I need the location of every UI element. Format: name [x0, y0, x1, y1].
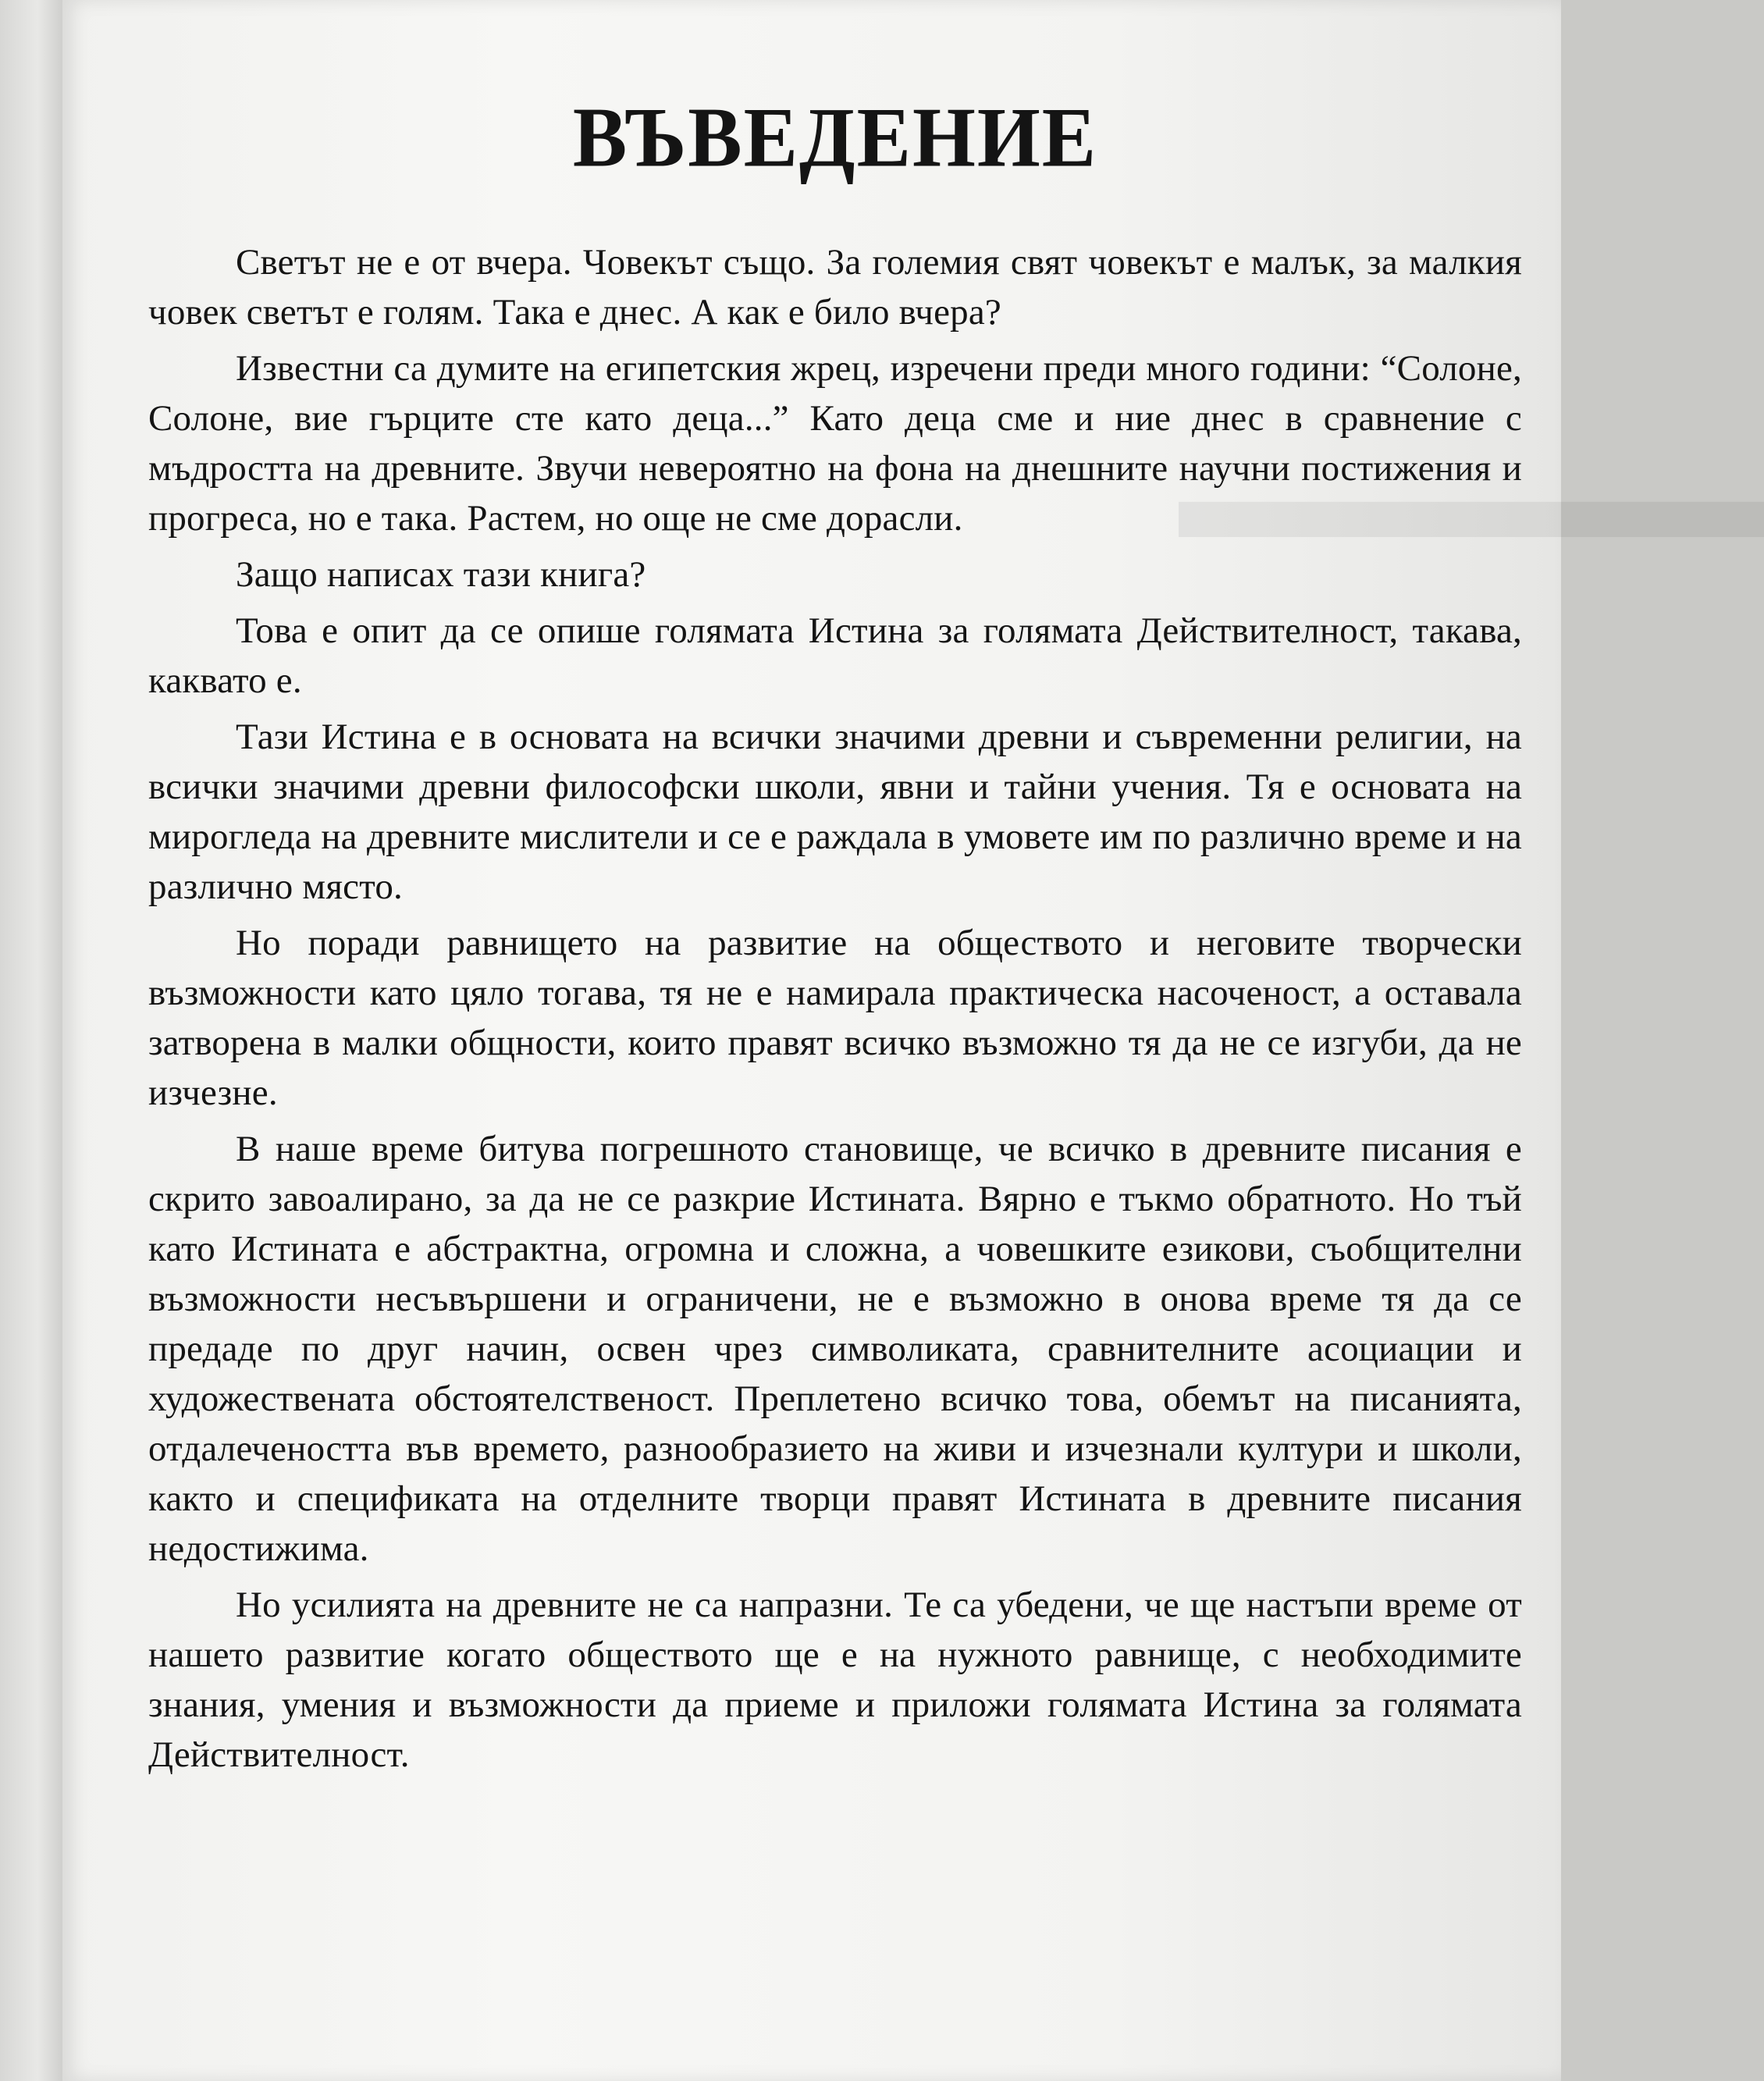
paragraph-6: Но поради равнището на развитие на обществото и неговите творчески възможности като цяло тогава, тя не е намирала практическа насоченост, а оставала затворена в малки общности, които правят всичко възможно тя да не се изгуби, да не изчезне. — [148, 923, 1522, 1114]
paragraph-8: Но усилията на древните не са напразни. Те са убедени, че ще настъпи време от нашето развитие когато обществото ще е на нужното равнище, с необходимите знания, умения и възможности да приеме и приложи голямата Истина за голямата Действителност. — [148, 1585, 1522, 1776]
paragraph-2: Известни са думите на египетския жрец, изречени преди много години: “Солоне, Солоне, вие гърците сте като деца...” Като деца сме и ние днес в сравнение с мъдростта на древните. Звучи невероятно на фона на днешните научни постижения и прогреса, но е така. Растем, но още не сме дорасли. — [148, 348, 1522, 539]
page-content — [148, 91, 1522, 1786]
bleed-through-decoration: ▬▬▬▬▬ — [1179, 433, 1764, 563]
page-title: ВЪВЕДЕНИЕ — [572, 91, 1098, 185]
paragraph-5: Тази Истина е в основата на всички значими древни и съвременни религии, на всички значими древни философски школи, явни и тайни учения. Тя е основата на мирогледа на древните мислители и се е раждала в умовете им по различно време и на различно място. — [148, 717, 1522, 908]
paragraph-4: Това е опит да се опише голямата Истина за голямата Действителност, такава, каквато е. — [148, 610, 1522, 702]
page-left-edge — [0, 0, 62, 2081]
paragraph-1: Светът не е от вчера. Човекът също. За големия свят човекът е малък, за малкия човек светът е голям. Така е днес. А как е било вчера? — [148, 242, 1522, 333]
paragraph-7: В наше време битува погрешното становище, че всичко в древните писания е скрито завоалирано, за да не се разкрие Истината. Вярно е тъкмо обратното. Но тъй като Истината е абстрактна, огромна и сложна, а човешките езикови, съобщителни възможности несъвършени и ограничени, не е възможно в онова време тя да се предаде по друг начин, освен чрез символиката, сравнителните асоциации и художествената обстоятелственост. Преплетено всичко това, обемът на писанията, отдалечеността във времето, разнообразието на живи и изчезнали култури и школи, както и спецификата на отделните творци правят Истината в древните писания недостижима. — [148, 1129, 1522, 1570]
paragraph-3: Защо написах тази книга? — [236, 554, 646, 596]
